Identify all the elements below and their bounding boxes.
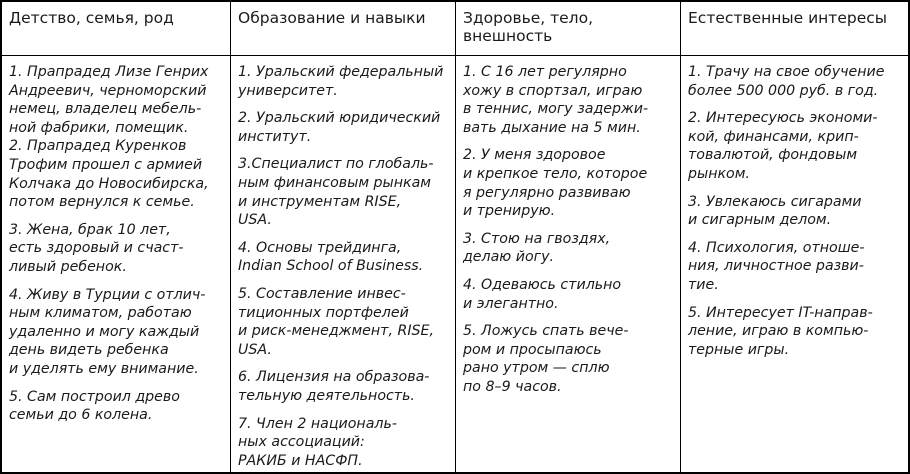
item-line: по 8–9 часов. [463,378,562,395]
item-line: тиционных портфелей [238,304,409,321]
list-item [9,137,223,211]
item-line: товалютой, фондовым [688,147,858,164]
header-line: Образование и навыки [238,9,426,27]
item-line: потом вернулся к семье. [9,194,195,211]
item-line: 2. Прапрадед Куренков [9,138,187,155]
list-item [688,63,901,100]
item-line: кой, финансами, крип- [688,128,859,145]
item-line: ной фабрики, помещик. [9,119,189,136]
item-line: 4. Психология, отноше- [688,239,865,256]
item-line: ление, играю в компью- [688,323,869,340]
item-line: семьи до 6 колена. [9,407,153,424]
item-line: 2. Уральский юридический [238,110,441,127]
column-header [2,2,230,56]
column-education-skills [230,2,455,472]
list-item [463,322,673,396]
list-item [688,304,901,360]
item-line: Indian School of Business. [238,258,424,275]
list-item [238,155,448,229]
item-line: ния, личностное разви- [688,258,864,275]
item-line: Трофим прошел с армией [9,156,203,173]
item-line: 4. Одеваюсь стильно [463,276,622,293]
item-line: ром и просыпаюсь [463,341,602,358]
column-header [681,2,908,56]
item-line: и элегантно. [463,295,559,312]
item-line: хожу в спортзал, играю [463,82,643,99]
item-line: делаю йогу. [463,249,555,266]
list-item [688,239,901,295]
item-line: 2. У меня здоровое [463,147,606,164]
item-list [231,56,455,470]
item-line: 1. Трачу на свое обучение [688,64,885,80]
list-item [238,285,448,359]
item-line: в теннис, могу задержи- [463,101,649,118]
item-line: университет. [238,82,338,99]
list-item [463,276,673,313]
list-item [9,63,223,137]
item-line: 1. Прапрадед Лизе Генрих [9,64,209,80]
item-line: 5. Сам построил древо [9,388,180,405]
item-line: и сигарным делом. [688,212,832,229]
column-natural-interests [680,2,908,472]
item-line: удаленно и могу каждый [9,323,200,340]
header-line: Естественные [688,9,804,27]
item-line: 2. Интересуюсь экономи- [688,110,878,127]
list-item [463,146,673,220]
item-line: вать дыхание на 5 мин. [463,119,641,136]
item-line: 1. Уральский федеральный [238,64,444,80]
list-item [238,415,448,471]
list-item [238,109,448,146]
item-line: Колчака до Новосибирска, [9,175,209,192]
list-item [463,230,673,267]
item-line: есть здоровый и счаст- [9,240,184,257]
item-line: и крепкое тело, которое [463,165,648,182]
list-item [9,388,223,425]
item-line: Андреевич, черноморский [9,82,207,99]
item-line: более 500 000 руб. в год. [688,82,879,99]
item-line: и тренирую. [463,203,556,220]
header-line: интересы [808,9,888,27]
column-header [456,2,680,56]
item-line: 5. Интересует IT-направ- [688,304,873,321]
list-item [688,109,901,183]
item-line: и уделять ему внимание. [9,360,199,377]
item-line: 3. Увлекаюсь сигарами [688,193,862,210]
item-line: тельную деятельность. [238,387,415,404]
list-item [688,193,901,230]
header-line: Детство, семья, род [9,9,174,27]
item-line: 3.Специалист по глобаль- [238,156,434,173]
item-list [456,56,680,397]
list-item [463,63,673,137]
item-line: терные игры. [688,341,790,358]
item-line: ным финансовым рынкам [238,174,431,191]
item-line: 5. Ложусь спать вече- [463,323,629,340]
item-line: 7. Член 2 националь- [238,415,397,432]
item-line: USA. [238,212,272,229]
item-line: институт. [238,128,312,145]
list-item [238,63,448,100]
item-line: и риск-менеджмент, RISE, [238,323,434,340]
item-line: 6. Лицензия на образова- [238,369,430,386]
item-line: 4. Основы трейдинга, [238,239,402,256]
list-item [238,368,448,405]
item-line: рынком. [688,165,750,182]
item-line: ных ассоциаций: [238,434,365,451]
item-line: я регулярно развиваю [463,184,631,201]
item-line: рано утром — сплю [463,360,610,377]
item-line: РАКИБ и НАСФП. [238,452,363,469]
item-line: USA. [238,341,272,358]
list-item [9,221,223,277]
item-list [681,56,908,359]
item-line: 3. Жена, брак 10 лет, [9,221,171,238]
list-item [9,286,223,379]
item-list [2,56,230,425]
item-line: немец, владелец мебель- [9,101,202,118]
item-line: 3. Стою на гвоздях, [463,230,611,247]
column-childhood-family [2,2,230,472]
item-line: 5. Составление инвес- [238,285,406,302]
item-line: тие. [688,276,719,293]
column-header [231,2,455,56]
list-item [238,239,448,276]
item-line: и инструментам RISE, [238,193,402,210]
item-line: 4. Живу в Турции с отлич- [9,286,206,303]
item-line: ным климатом, работаю [9,305,192,322]
item-line: ливый ребенок. [9,258,127,275]
header-line: внешность [463,27,553,45]
column-health-body [455,2,680,472]
header-line: Здоровье, тело, [463,9,594,27]
item-line: 1. С 16 лет регулярно [463,64,627,80]
item-line: день видеть ребенка [9,342,169,359]
